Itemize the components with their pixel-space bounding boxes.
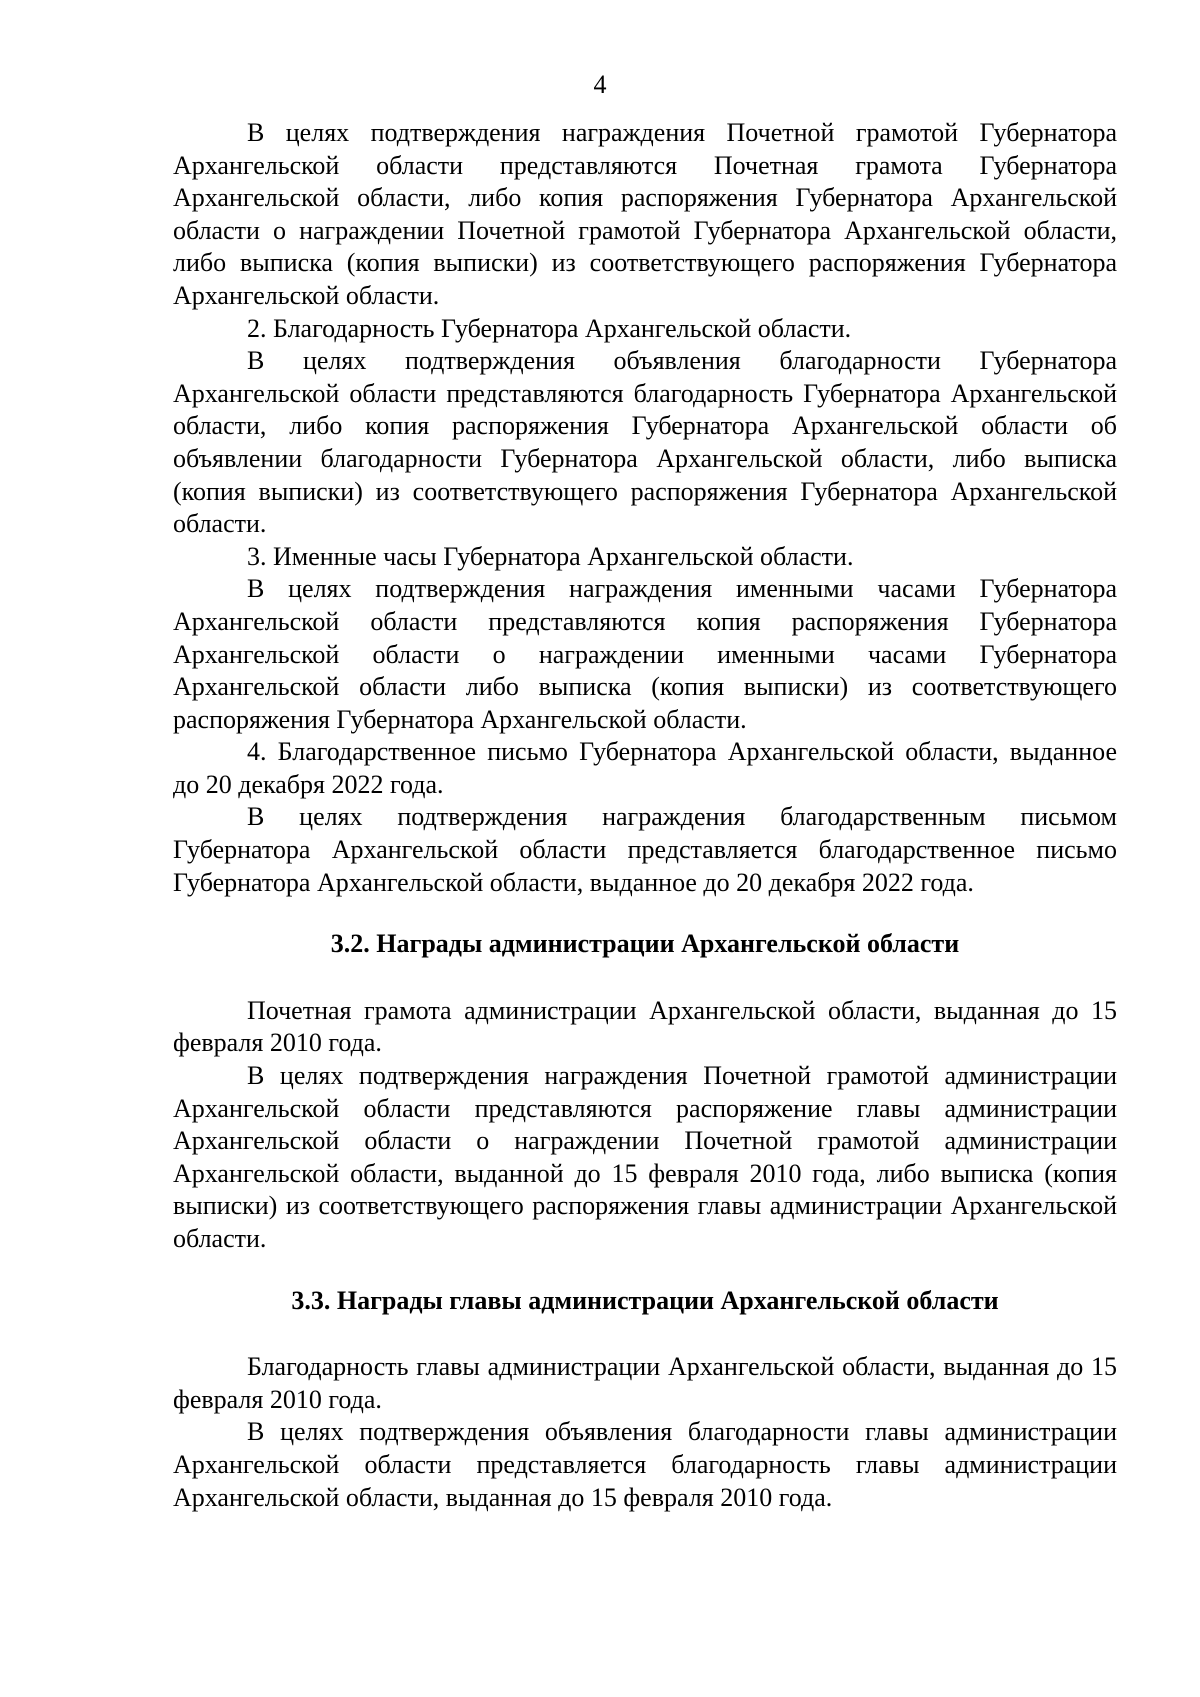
paragraph-item-3-title: 3. Именные часы Губернатора Архангельской области. [247,541,854,571]
paragraph-gratitude-confirmation: В целях подтверждения объявления благодарности Губернатора Архангельской области представляются благодарность Губернатора Архангельской области, либо копия распоряжения Губернатора Архангельской области об объявлении благодарности Губернатора Архангельской области, либо выписка (копия выписки) из соответствующего распоряжения Губернатора Архангельской области. [173,346,1117,539]
page-number: 4 [593,70,607,99]
section-heading-3-3: 3.3. Награды главы администрации Архангельской области [291,1285,999,1315]
document-body [173,117,1117,1514]
paragraph-item-4-title: 4. Благодарственное письмо Губернатора Архангельской области, выданное до 20 декабря 2022 года. [173,737,1117,799]
paragraph-letter-confirmation: В целях подтверждения награждения благодарственным письмом Губернатора Архангельской области представляется благодарственное письмо Губернатора Архангельской области, выданное до 20 декабря 2022 года. [173,802,1117,897]
paragraph-head-gratitude-title: Благодарность главы администрации Архангельской области, выданная до 15 февраля 2010 года. [173,1352,1117,1414]
paragraph-admin-diploma-confirmation: В целях подтверждения награждения Почетной грамотой администрации Архангельской области представляются распоряжение главы администрации Архангельской области о награждении Почетной грамотой администрации Архангельской области, выданной до 15 февраля 2010 года, либо выписка (копия выписки) из соответствующего распоряжения главы администрации Архангельской области. [173,1061,1117,1253]
section-heading-3-2: 3.2. Награды администрации Архангельской области [330,929,960,959]
paragraph-watch-confirmation: В целях подтверждения награждения именными часами Губернатора Архангельской области представляются копия распоряжения Губернатора Архангельской области о награждении именными часами Губернатора Архангельской области либо выписка (копия выписки) из соответствующего распоряжения Губернатора Архангельской области. [173,574,1117,734]
paragraph-admin-diploma-title: Почетная грамота администрации Архангельской области, выданная до 15 февраля 2010 года. [173,995,1117,1058]
paragraph-honorary-diploma-confirmation: В целях подтверждения награждения Почетной грамотой Губернатора Архангельской области представляются Почетная грамота Губернатора Архангельской области, либо копия распоряжения Губернатора Архангельской области о награждении Почетной грамотой Губернатора Архангельской области, либо выписка (копия выписки) из соответствующего распоряжения Губернатора Архангельской области. [173,118,1117,310]
paragraph-head-gratitude-confirmation: В целях подтверждения объявления благодарности главы администрации Архангельской области представляется благодарность главы администрации Архангельской области, выданная до 15 февраля 2010 года. [173,1417,1117,1512]
paragraph-item-2-title: 2. Благодарность Губернатора Архангельской области. [247,313,852,343]
